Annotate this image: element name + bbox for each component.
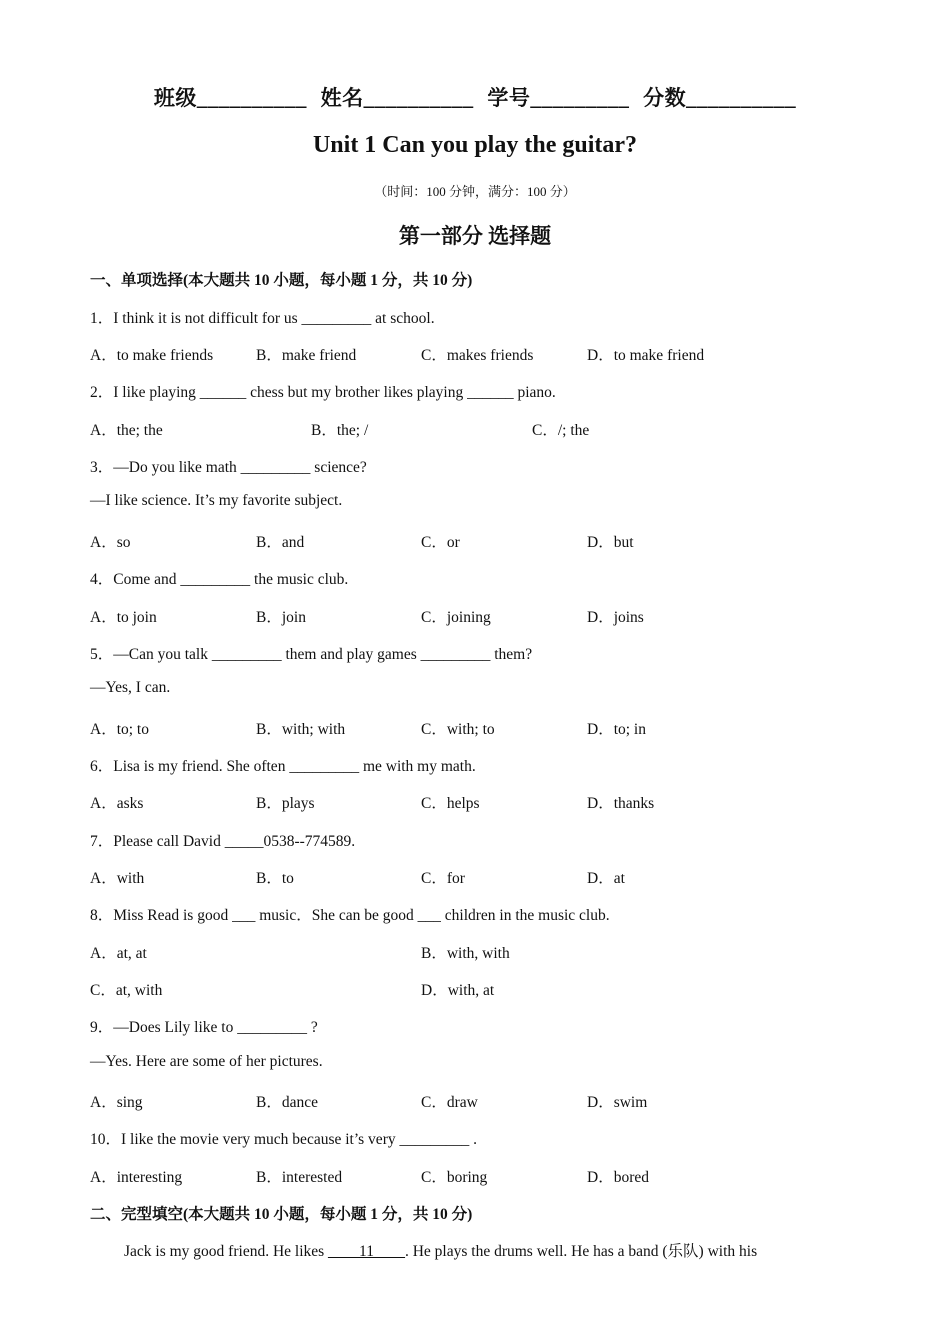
cloze-passage — [90, 1239, 860, 1261]
question-text: 10．I like the movie very much because it’s very _________ . — [90, 1131, 477, 1148]
option-c: C．for — [421, 870, 465, 887]
option-b: B．the; / — [311, 422, 369, 439]
question-text: 8．Miss Read is good ___ music．She can be good ___ children in the music club. — [90, 907, 610, 924]
section-heading-cloze: 二、完型填空(本大题共 10 小题，每小题 1 分，共 10 分) — [90, 1206, 473, 1223]
option-b: B．plays — [256, 795, 315, 812]
option-b: B．interested — [256, 1169, 343, 1186]
class-field: 班级__________ — [153, 86, 307, 110]
option-c: C．boring — [421, 1169, 488, 1186]
option-b: B．and — [256, 534, 305, 551]
name-field: 姓名__________ — [320, 86, 474, 110]
option-b: B．join — [256, 609, 306, 626]
option-a: A．the; the — [90, 422, 163, 439]
option-a: A．at, at — [90, 945, 147, 962]
option-b: B．to — [256, 870, 294, 887]
option-a: A．asks — [90, 795, 144, 812]
option-d: D．with, at — [421, 982, 495, 999]
option-d: D．to; in — [587, 721, 646, 738]
option-a: A．interesting — [90, 1169, 183, 1186]
option-c: C．helps — [421, 795, 480, 812]
option-a: A．to; to — [90, 721, 149, 738]
page-title: Unit 1 Can you play the guitar? — [312, 132, 638, 158]
option-d: D．joins — [587, 609, 644, 626]
question-text: 3．—Do you like math _________ science? — [90, 459, 367, 476]
option-b: B．with; with — [256, 721, 346, 738]
option-d: D．swim — [587, 1094, 648, 1111]
option-b: B．dance — [256, 1094, 318, 1111]
question-text: —I like science. It’s my favorite subject. — [90, 492, 343, 509]
cloze-blank-11: ____11____ — [328, 1243, 405, 1260]
question-text: —Yes. Here are some of her pictures. — [90, 1053, 323, 1070]
time-and-score-note: （时间：100 分钟，满分：100 分） — [374, 184, 576, 199]
question-text: 2．I like playing ______ chess but my brother likes playing ______ piano. — [90, 384, 556, 401]
option-d: D．to make friend — [587, 347, 705, 364]
question-text: 1．I think it is not difficult for us _________ at school. — [90, 310, 435, 327]
question-text: 7．Please call David _____0538--774589. — [90, 833, 356, 850]
option-a: A．with — [90, 870, 145, 887]
question-text: —Yes, I can. — [90, 679, 171, 696]
option-c: C．joining — [421, 609, 491, 626]
section-heading-single-choice: 一、单项选择(本大题共 10 小题，每小题 1 分，共 10 分) — [90, 272, 473, 289]
cloze-text-end: . He plays the drums well. He has a band (乐队) with his — [404, 1243, 758, 1260]
question-text: 5．—Can you talk _________ them and play games _________ them? — [90, 646, 533, 663]
cloze-text-start: Jack is my good friend. He likes — [124, 1243, 329, 1260]
option-c: C．makes friends — [421, 347, 534, 364]
student-id-field: 学号_________ — [487, 86, 630, 110]
part-title: 第一部分 选择题 — [398, 224, 552, 248]
option-d: D．thanks — [587, 795, 655, 812]
student-info-header — [0, 82, 950, 112]
question-text: 4．Come and _________ the music club. — [90, 571, 349, 588]
option-c: C．or — [421, 534, 460, 551]
question-text: 6．Lisa is my friend. She often _________ me with my math. — [90, 758, 476, 775]
question-text: 9．—Does Lily like to _________ ? — [90, 1019, 318, 1036]
option-c: C．at, with — [90, 982, 163, 999]
option-b: B．make friend — [256, 347, 357, 364]
option-c: C．with; to — [421, 721, 495, 738]
option-d: D．at — [587, 870, 625, 887]
option-c: C．draw — [421, 1094, 478, 1111]
option-b: B．with, with — [421, 945, 510, 962]
option-d: D．bored — [587, 1169, 649, 1186]
option-a: A．sing — [90, 1094, 143, 1111]
option-a: A．so — [90, 534, 131, 551]
option-c: C．/; the — [532, 422, 590, 439]
option-d: D．but — [587, 534, 634, 551]
option-a: A．to join — [90, 609, 157, 626]
score-field: 分数__________ — [643, 86, 797, 110]
option-a: A．to make friends — [90, 347, 214, 364]
